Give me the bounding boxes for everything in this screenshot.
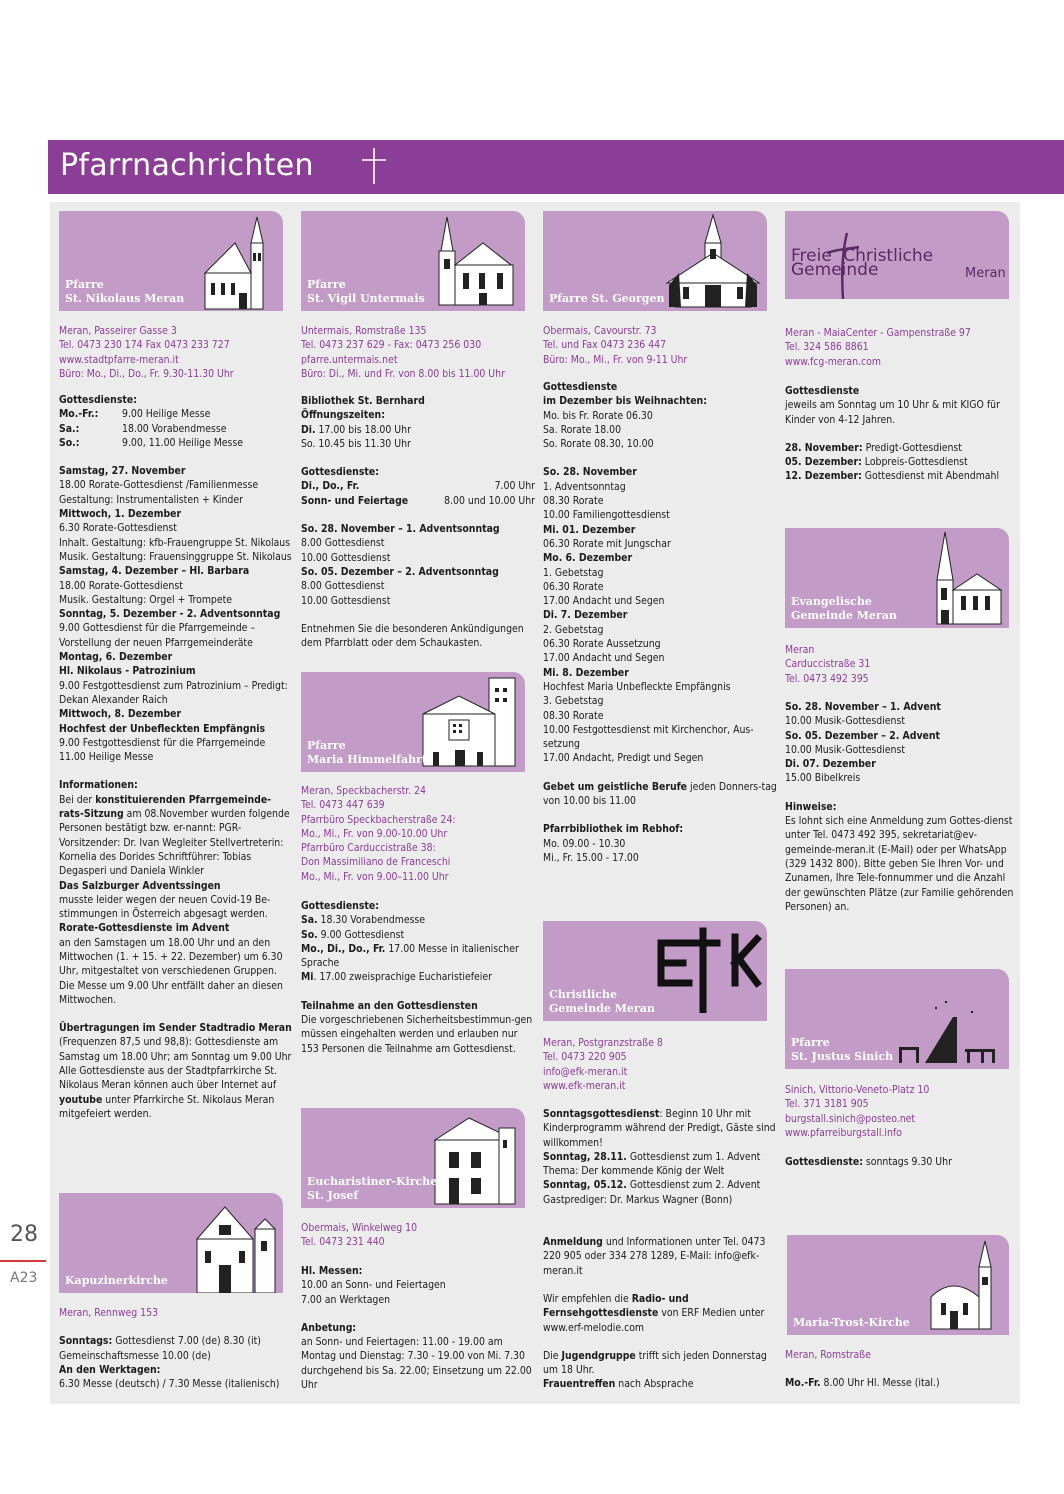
services-subheading: im Dezember bis Weihnachten: [543, 395, 707, 408]
event-heading: So. 28. November [543, 466, 637, 479]
justus-address: Sinich, Vittorio-Veneto-Platz 10 [785, 1084, 930, 1096]
fcg-event-text: Lobpreis-Gottesdienst [861, 456, 968, 469]
himmelfahrt-office-1-hours: Mo., Mi., Fr. von 9.00-10.00 Uhr [301, 827, 448, 840]
radio-text [59, 1021, 293, 1064]
masses-line: 7.00 an Werktagen [301, 1293, 391, 1306]
event-line: Musik. Gestaltung: Orgel + Trompete [59, 593, 233, 606]
event-line: 6.30 Rorate-Gottesdienst [59, 522, 177, 535]
divider [0, 1260, 46, 1262]
vigil-office-hours: Büro: Di., Mi. und Fr. von 8.00 bis 11.00 Uhr [301, 367, 505, 380]
event-line: 17.00 Andacht und Segen [543, 652, 665, 665]
church-himmelfahrt-icon [415, 674, 523, 770]
sunday2-line: 8.00 Gottesdienst [301, 580, 385, 593]
church-eucharistiner-icon [425, 1110, 525, 1206]
eucharistiner-body [301, 1264, 535, 1392]
vigil-phone: Tel. 0473 237 629 - Fax: 0473 256 030 [301, 339, 482, 352]
eucharistiner-label-text: Eucharistiner-Kirche St. Josef [307, 1175, 438, 1202]
service-row [59, 422, 293, 436]
event-heading: Samstag, 27. November [59, 465, 186, 478]
eucharistiner-header [301, 1108, 525, 1208]
service-time: 9.00, 11.00 Heilige Messe [122, 436, 244, 449]
evangelisch-tuesday-heading: Di. 07. Dezember [785, 758, 876, 771]
event-line: 3. Gebetstag [543, 695, 604, 708]
fcg-contact [785, 326, 1019, 369]
event-line: Inhalt. Gestaltung: kfb-Frauengruppe St. Nikolaus [59, 536, 291, 549]
efk-sunday-label: Sonntagsgottesdienst [543, 1108, 660, 1120]
services-heading: Gottesdienste: [301, 466, 379, 479]
justus-email[interactable]: burgstall.sinich@posteo.net [785, 1112, 916, 1125]
efk-women-label: Frauentreffen [543, 1378, 616, 1391]
info-bold: konstituierenden Pfarrgemeinde-rats-Sitzung [59, 793, 272, 821]
event-line: 06.30 Rorate mit Jungschar [543, 537, 671, 550]
fcg-event-text: Predigt-Gottesdienst [862, 441, 962, 454]
content-panel [50, 202, 1020, 1404]
fcg-event-text: Gottesdienst mit Abendmahl [861, 470, 1000, 483]
event-heading: Mi. 01. Dezember [543, 523, 636, 536]
evangelisch-sunday2-heading: So. 05. Dezember – 2. Advent [785, 729, 941, 742]
efk-youth [543, 1349, 777, 1378]
service-time: 18.00 Vorabendmesse [122, 422, 227, 435]
georgen-body [543, 380, 777, 865]
efk-service-text: Gottesdienst zum 1. Advent Thema: Der kommende König der Welt [543, 1150, 761, 1178]
nikolaus-contact [59, 324, 293, 381]
vigil-label-text: Pfarre St. Vigil Untermais [307, 278, 425, 305]
justus-label-text: Pfarre St. Justus Sinich [791, 1036, 894, 1063]
event-heading: Mi. 8. Dezember [543, 666, 629, 679]
justus-label [791, 1036, 893, 1063]
event-line: Gestaltung: Instrumentalisten + Kinder [59, 493, 243, 506]
efk-service-text: Gottesdienst zum 2. Advent Gastprediger: Dr. Markus Wagner (Bonn) [543, 1179, 761, 1206]
event-heading: Samstag, 4. Dezember – Hl. Barbara [59, 565, 250, 578]
himmelfahrt-office-1: Pfarrbüro Speckbacherstraße 24: [301, 813, 456, 826]
himmelfahrt-office-2-hours: Mo., Mi., Fr. von 9.00–11.00 Uhr [301, 870, 449, 883]
fcg-website[interactable]: www.fcg-meran.com [785, 355, 881, 368]
nikolaus-label-text: Pfarre St. Nikolaus Meran [65, 278, 185, 305]
event-heading: Hl. Nikolaus - Patrozinium [59, 665, 196, 678]
masses-heading: Hl. Messen: [301, 1265, 363, 1277]
event-heading: Mo. 6. Dezember [543, 552, 633, 565]
fcg-services-text: jeweils am Sonntag um 10 Uhr & mit KIGO für Kinder von 4-12 Jahren. [785, 399, 1000, 426]
event-line: Hochfest Maria Unbefleckte Empfängnis [543, 680, 731, 693]
efk-date: Sonntag, 05.12. [543, 1179, 627, 1192]
efk-contact [543, 1036, 777, 1093]
eucharistiner-label [307, 1175, 437, 1202]
radio-body: (Frequenzen 87,5 und 98,8): Gottesdienste am Samstag um 18.00 Uhr; am Sonntag um 9.00 Uhr [59, 1036, 292, 1063]
service-text: . 17.00 zweisprachige Eucharistiefeier [313, 971, 492, 984]
efk-registration-label: Anmeldung [543, 1236, 603, 1249]
fcg-phone: Tel. 324 586 8861 [785, 341, 869, 354]
efk-website[interactable]: www.efk-meran.it [543, 1079, 626, 1092]
services-heading: Gottesdienste: [301, 900, 379, 912]
sunday2-line: 10.00 Gottesdienst [301, 594, 391, 607]
event-heading: Di. 7. Dezember [543, 609, 628, 622]
service-line: Sa. Rorate 18.00 [543, 423, 622, 436]
efk-sunday-service [543, 1107, 777, 1150]
kapuziner-label: Kapuzinerkirche [65, 1273, 168, 1287]
church-evangelisch-icon [919, 530, 1009, 626]
eucharistiner-address: Obermais, Winkelweg 10 [301, 1222, 418, 1234]
service-day: Sa. [301, 914, 318, 927]
efk-label [549, 988, 655, 1015]
himmelfahrt-priest: Don Massimiliano de Franceschi [301, 856, 451, 869]
georgen-address: Obermais, Cavourstr. 73 [543, 325, 657, 337]
mariatrost-address: Meran, Romstraße [785, 1349, 871, 1361]
youtube-pre: Alle Gottesdienste aus der Stadtpfarrkirche St. Nikolaus Meran können auch über Internet auf [59, 1065, 278, 1092]
event-heading: Montag, 6. Dezember [59, 651, 173, 664]
evangelisch-label-text: Evangelische Gemeinde Meran [791, 595, 897, 622]
kapuziner-body [59, 1306, 293, 1391]
efk-radio-post: von ERF Medien unter www.erf-melodie.com [543, 1307, 765, 1334]
justus-website[interactable]: www.pfarreiburgstall.info [785, 1126, 902, 1139]
page-number: 28 [10, 1222, 38, 1247]
fcg-event [785, 455, 1019, 469]
fcg-event [785, 469, 1019, 483]
event-line: 11.00 Heilige Messe [59, 751, 154, 764]
event-line: 9.00 Festgottesdienst zum Patrozinium – Predigt: Dekan Alexander Raich [59, 679, 288, 706]
church-georgen-icon [661, 213, 765, 309]
efk-registration [543, 1235, 777, 1278]
service-day: Sonn- und Feiertage [301, 494, 409, 507]
masses-line: 10.00 an Sonn- und Feiertagen [301, 1279, 446, 1292]
efk-logo-icon [651, 927, 763, 1013]
event-line: 9.00 Festgottesdienst für die Pfarrgemeinde [59, 736, 266, 749]
services-heading: Gottesdienste [543, 381, 618, 393]
efk-header [543, 921, 767, 1021]
nikolaus-label [65, 278, 184, 305]
fcg-logo-word: Gemeinde [791, 260, 879, 281]
event-line: 10.00 Festgottesdienst mit Kirchenchor, Aus-setzung [543, 723, 754, 751]
event-line: 17.00 Andacht, Predigt und Segen [543, 752, 704, 765]
georgen-header [543, 211, 767, 311]
fcg-logo-city: Meran [965, 266, 1006, 281]
event-line: 10.00 Familiengottesdienst [543, 509, 670, 522]
church-vigil-icon [421, 215, 525, 307]
event-heading: Hochfest der Unbefleckten Empfängnis [59, 722, 266, 735]
himmelfahrt-header [301, 672, 525, 772]
efk-youth-post: trifft sich jeden Donnerstag um 18 Uhr. [543, 1349, 767, 1377]
service-day: Mo.-Fr.: [59, 408, 99, 421]
event-heading: Mittwoch, 8. Dezember [59, 708, 182, 721]
service-line [301, 970, 535, 984]
justus-contact [785, 1083, 1019, 1140]
youtube-post: unter Pfarrkirche St. Nikolaus Meran mitgefeiert werden. [59, 1093, 275, 1120]
vigil-website[interactable]: pfarre.untermais.net [301, 353, 398, 366]
library-hours-heading: Öffnungszeiten: [301, 409, 385, 422]
service-day: Mi [301, 971, 314, 984]
service-text: 17.00 Messe in italienischer Sprache [301, 942, 519, 970]
evangelisch-city: Meran [785, 644, 815, 656]
fcg-address: Meran - MaiaCenter - Gampenstraße 97 [785, 327, 971, 339]
service-time: 8.00 und 10.00 Uhr [444, 494, 535, 507]
info-post: am 08.November wurden folgende Personen bestätigt bzw. er-nannt: PGR-Vorsitzender: Dr. Ivan Wegleiter Stellvertreterin: Kornelia des Dorides Schriftführer: Tobias Degasperi und Daniela Winkler [59, 808, 290, 878]
church-kapuziner-icon [189, 1199, 283, 1293]
salzburg-heading: Das Salzburger Adventssingen [59, 879, 221, 892]
evangelisch-phone: Tel. 0473 492 395 [785, 672, 869, 685]
fcg-logo [791, 246, 1009, 281]
justus-services-text: sonntags 9.30 Uhr [862, 1156, 952, 1168]
adoration-text: an Sonn- und Feiertagen: 11.00 - 19.00 am Montag und Dienstag: 7.30 - 19.00 von Mi. 7.30 durchgehend bis Sa. 22.00; Einsetzung um 22.00 Uhr [301, 1336, 532, 1392]
mariatrost-body [785, 1348, 1019, 1391]
vigil-header [301, 211, 525, 311]
nikolaus-body [59, 393, 293, 1121]
evangelisch-sunday1-text: 10.00 Musik-Gottesdienst [785, 715, 906, 728]
georgen-office-hours: Büro: Mo., Mi., Fr. von 9-11 Uhr [543, 353, 688, 366]
church-nikolaus-icon [195, 213, 283, 311]
evangelisch-sunday2-text: 10.00 Musik-Gottesdienst [785, 743, 906, 756]
justus-phone: Tel. 371 3181 905 [785, 1098, 869, 1111]
himmelfahrt-label-text: Pfarre Maria Himmelfahrt [307, 739, 427, 766]
himmelfahrt-contact [301, 784, 535, 884]
event-line: 18.00 Rorate-Gottesdienst [59, 579, 183, 592]
vocation-prayer-label: Gebet um geistliche Berufe [543, 780, 688, 793]
evangelisch-body [785, 700, 1019, 914]
event-heading: Sonntag, 5. Dezember - 2. Adventsonntag [59, 608, 281, 621]
cross-icon [359, 146, 389, 186]
himmelfahrt-address: Meran, Speckbacherstr. 24 [301, 785, 427, 797]
services-heading: Gottesdienste: [59, 394, 137, 406]
fcg-event [785, 441, 1019, 455]
justus-header [785, 969, 1009, 1069]
efk-sunday-text: : Beginn 10 Uhr mit Kinderprogramm während der Predigt, Gäste sind willkommen! [543, 1108, 776, 1149]
service-day: So. [301, 928, 318, 941]
eucharistiner-phone: Tel. 0473 231 440 [301, 1236, 385, 1249]
fcg-event-date: 28. November: [785, 441, 863, 454]
efk-body [543, 1107, 777, 1392]
efk-women [543, 1377, 777, 1391]
nikolaus-phone: Tel. 0473 230 174 Fax 0473 233 727 [59, 339, 230, 352]
mariatrost-mass-day: Mo.-Fr. [785, 1377, 821, 1390]
kapuziner-sunday-text: Gottesdienst 7.00 (de) 8.30 (it) Gemeinschaftsmesse 10.00 (de) [59, 1335, 261, 1362]
efk-youth-pre: Die [543, 1349, 562, 1362]
library-tuesday [301, 423, 535, 437]
justus-body [785, 1155, 1019, 1169]
info-pre: Bei der [59, 793, 96, 806]
service-line [301, 928, 535, 942]
efk-date: Sonntag, 28.11. [543, 1150, 627, 1163]
event-line: 06.30 Rorate Aussetzung [543, 638, 661, 651]
georgen-events [543, 465, 777, 765]
library-heading: Bibliothek St. Bernhard [301, 395, 425, 407]
event-line: 08.30 Rorate [543, 495, 604, 508]
salzburg-text: musste leider wegen der neuen Covid-19 Be-stimmungen in Österreich abgesagt werden. [59, 893, 271, 921]
efk-address: Meran, Postgranzstraße 8 [543, 1037, 663, 1049]
nikolaus-header [59, 211, 283, 311]
vocation-prayer-text: jeden Donners-tag von 10.00 bis 11.00 [543, 780, 777, 808]
fcg-services-heading: Gottesdienste [785, 385, 860, 397]
kapuziner-address: Meran, Rennweg 153 [59, 1307, 159, 1319]
fcg-logo-word: Freie [791, 246, 832, 266]
info-heading: Informationen: [59, 779, 138, 792]
library-time: 17.00 bis 18.00 Uhr [315, 423, 411, 436]
service-day: Sa.: [59, 422, 80, 435]
mariatrost-mass [785, 1376, 1019, 1390]
page-title: Pfarrnachrichten [60, 148, 314, 183]
vigil-contact [301, 324, 535, 381]
efk-service-05 [543, 1178, 777, 1207]
fcg-event-date: 12. Dezember: [785, 470, 862, 483]
event-line: 1. Adventsonntag [543, 480, 626, 493]
parish-library-line: Mo. 09.00 - 10.30 [543, 837, 626, 850]
service-text: 9.00 Gottesdienst [317, 928, 405, 941]
participation-heading: Teilnahme an den Gottesdiensten [301, 999, 478, 1012]
radio-heading: Übertragungen im Sender Stadtradio Meran [59, 1022, 292, 1035]
sunday1-heading: So. 28. November – 1. Adventsonntag [301, 523, 500, 536]
service-row [59, 407, 293, 421]
church-justus-icon [895, 987, 1007, 1067]
info-text [59, 793, 293, 879]
service-line: Mo. bis Fr. Rorate 06.30 [543, 409, 653, 422]
vigil-address: Untermais, Romstraße 135 [301, 325, 427, 337]
justus-services-label: Gottesdienste: [785, 1156, 863, 1168]
service-text: 18.30 Vorabendmesse [317, 914, 426, 927]
service-line: So. Rorate 08.30, 10.00 [543, 438, 654, 451]
service-row [59, 436, 293, 450]
sunday2-heading: So. 05. Dezember – 2. Adventsonntag [301, 565, 499, 578]
service-line [301, 942, 535, 971]
evangelisch-header [785, 528, 1009, 628]
nikolaus-events [59, 464, 293, 764]
church-mariatrost-icon [923, 1237, 1009, 1333]
vigil-body [301, 394, 535, 650]
mariatrost-mass-text: 8.00 Uhr Hl. Messe (ital.) [820, 1377, 940, 1390]
event-line: 2. Gebetstag [543, 623, 604, 636]
himmelfahrt-label [307, 739, 427, 766]
kapuziner-weekday-text: 6.30 Messe (deutsch) / 7.30 Messe (italienisch) [59, 1378, 280, 1391]
fcg-header [785, 211, 1009, 299]
efk-radio-pre: Wir empfehlen die [543, 1292, 632, 1305]
efk-label-text: Christliche Gemeinde Meran [549, 988, 655, 1015]
efk-youth-bold: Jugendgruppe [561, 1349, 636, 1362]
himmelfahrt-phone: Tel. 0473 447 639 [301, 799, 385, 812]
hints-text: Es lohnt sich eine Anmeldung zum Gottes-dienst unter Tel. 0473 492 395, sekretariat@ev-gemeinde-meran.it (E-Mail) oder per WhatsApp (329 1432 800). Bitte geben Sie Ihren Vor- und Zunamen, Ihre Tele-fonnummer und die Anzahl der gewünschten Plätze (zur Familie gehörenden Personen) an. [785, 815, 1014, 913]
nikolaus-office-hours: Büro: Mo., Di., Do., Fr. 9.30-11.30 Uhr [59, 367, 234, 380]
georgen-phone: Tel. und Fax 0473 236 447 [543, 339, 667, 352]
service-time: 9.00 Heilige Messe [122, 408, 211, 421]
service-time: 7.00 Uhr [494, 480, 535, 493]
kapuziner-header [59, 1193, 283, 1293]
sunday1-line: 10.00 Gottesdienst [301, 551, 391, 564]
fcg-event-date: 05. Dezember: [785, 456, 862, 469]
himmelfahrt-office-2: Pfarrbüro Carduccistraße 38: [301, 842, 436, 855]
service-line [301, 913, 535, 927]
sunday1-line: 8.00 Gottesdienst [301, 537, 385, 550]
evangelisch-tuesday-text: 15.00 Bibelkreis [785, 772, 861, 785]
efk-service-28 [543, 1150, 777, 1179]
service-day: Mo., Di., Do., Fr. [301, 942, 386, 955]
fcg-body [785, 384, 1019, 484]
library-sunday: So. 10.45 bis 11.30 Uhr [301, 437, 411, 450]
event-line: 18.00 Rorate-Gottesdienst /Familienmesse [59, 479, 259, 492]
georgen-contact [543, 324, 777, 367]
adoration-heading: Anbetung: [301, 1321, 357, 1334]
event-heading: Mittwoch, 1. Dezember [59, 508, 182, 521]
vigil-label [307, 278, 425, 305]
kapuziner-sunday [59, 1334, 293, 1363]
parish-library-heading: Pfarrbibliothek im Rebhof: [543, 823, 684, 836]
nikolaus-website[interactable]: www.stadtpfarre-meran.it [59, 353, 179, 366]
page-sub-number: A23 [10, 1270, 38, 1286]
evangelisch-contact [785, 643, 1019, 686]
evangelisch-label [791, 595, 897, 622]
evangelisch-sunday1-heading: So. 28. November – 1. Advent [785, 701, 941, 713]
parish-library-line: Mi., Fr. 15.00 - 17.00 [543, 851, 639, 864]
efk-registration-text: und Informationen unter Tel. 0473 220 905 oder 334 278 1289, E-Mail: info@efk-meran.it [543, 1236, 766, 1277]
event-line: 1. Gebetstag [543, 566, 604, 579]
event-line: Musik. Gestaltung: Frauensinggruppe St. Nikolaus [59, 550, 292, 563]
hints-heading: Hinweise: [785, 800, 837, 813]
service-day: Di., Do., Fr. [301, 480, 360, 493]
eucharistiner-contact [301, 1221, 535, 1250]
header-banner [48, 140, 1064, 194]
mariatrost-header [787, 1235, 1009, 1335]
library-day: Di. [301, 423, 316, 436]
youtube-text [59, 1064, 293, 1121]
efk-radio [543, 1292, 777, 1335]
vigil-note: Entnehmen Sie die besonderen Ankündigungen dem Pfarrblatt oder dem Schaukasten. [301, 622, 524, 650]
efk-phone: Tel. 0473 220 905 [543, 1051, 627, 1064]
himmelfahrt-body [301, 899, 535, 1056]
service-row [301, 479, 535, 493]
mariatrost-label: Maria-Trost-Kirche [793, 1315, 910, 1329]
fcg-logo-word: Christliche [843, 246, 934, 266]
nikolaus-address: Meran, Passeirer Gasse 3 [59, 325, 177, 337]
efk-women-text: nach Absprache [615, 1378, 694, 1391]
rorate-text: an den Samstagen um 18.00 Uhr und an den Mittwochen (1. + 15. + 22. Dezember) um 6.30 Uhr, mitgestaltet von verschiedenen Gruppen. Die Messe um 9.00 Uhr entfällt daher an diesen Mittwochen. [59, 936, 283, 1006]
georgen-label: Pfarre St. Georgen [549, 291, 665, 305]
service-row [301, 494, 535, 508]
vocation-prayer [543, 780, 777, 809]
efk-email[interactable]: info@efk-meran.it [543, 1065, 628, 1078]
event-line: 06.30 Rorate [543, 580, 604, 593]
service-day: So.: [59, 436, 80, 449]
evangelisch-address: Carduccistraße 31 [785, 658, 871, 671]
rorate-heading: Rorate-Gottesdienste im Advent [59, 922, 230, 935]
event-line: 9.00 Gottesdienst für die Pfarrgemeinde – Vorstellung der neuen Pfarrgemeinderäte [59, 622, 256, 649]
kapuziner-weekday-label: An den Werktagen: [59, 1363, 161, 1376]
event-line: 17.00 Andacht und Segen [543, 595, 665, 608]
youtube-bold: youtube [59, 1093, 103, 1106]
efk-radio-bold: Radio- und Fernsehgottesdienste [543, 1292, 689, 1320]
justus-services [785, 1155, 1019, 1169]
event-line: 08.30 Rorate [543, 709, 604, 722]
kapuziner-sunday-label: Sonntags: [59, 1335, 113, 1348]
participation-text: Die vorgeschriebenen Sicherheitsbestimmun-gen müssen eingehalten werden und erlauben nur 153 Personen die Teilnahme am Gottesdienst. [301, 1014, 533, 1055]
